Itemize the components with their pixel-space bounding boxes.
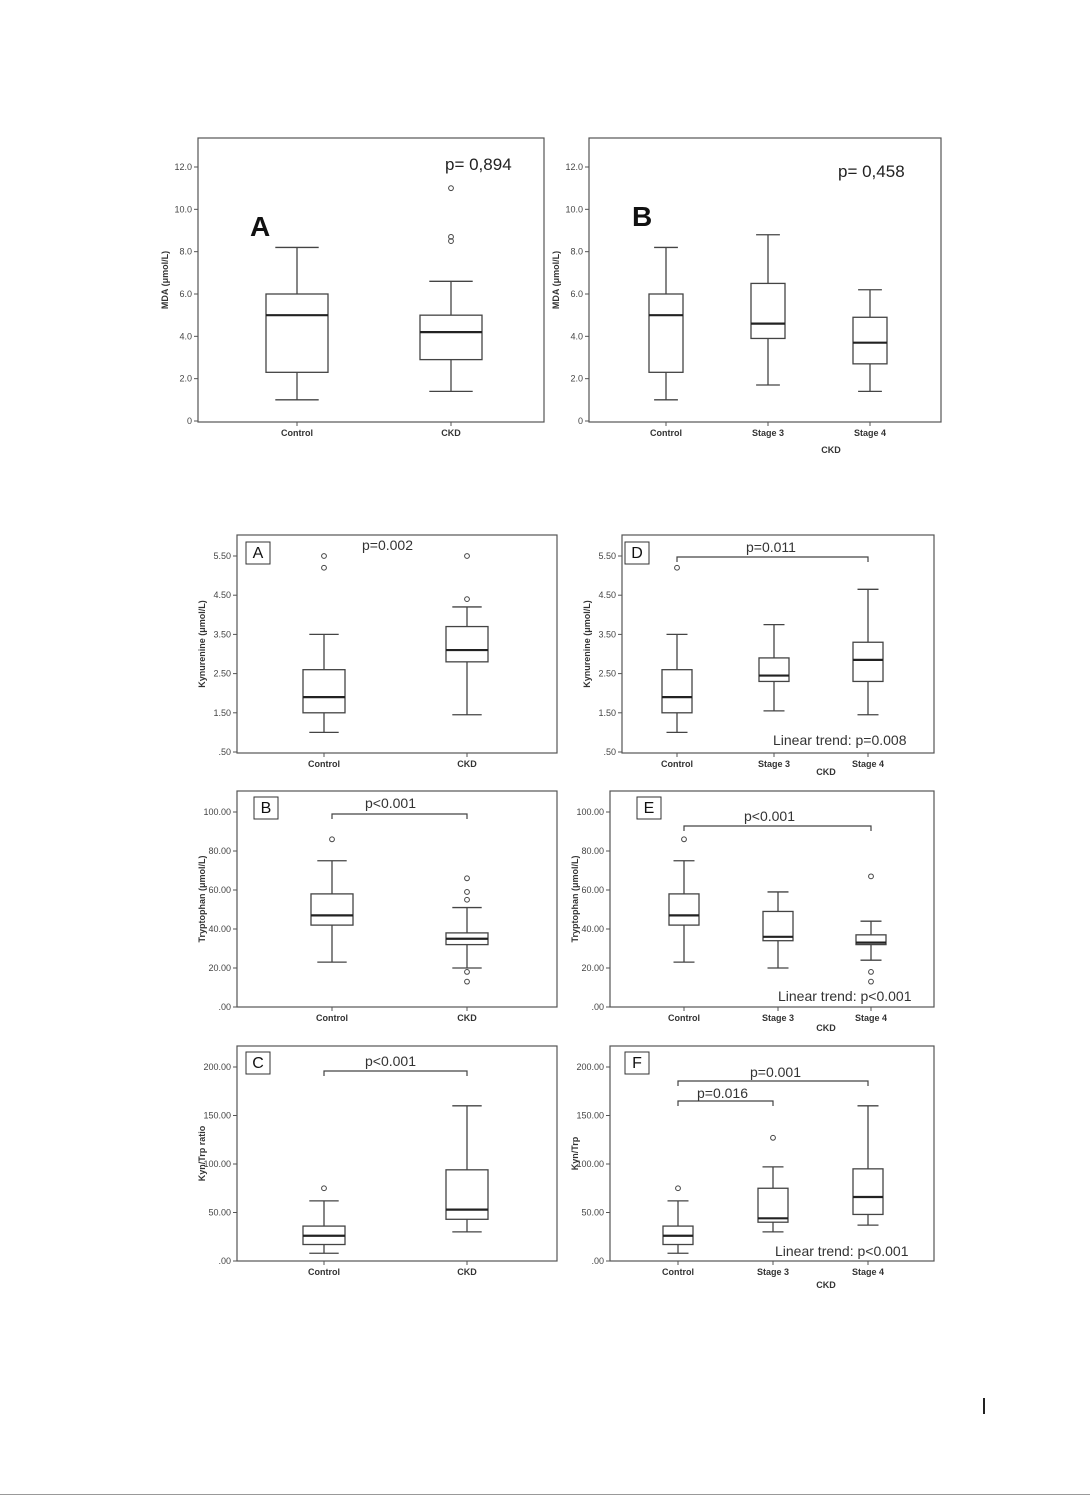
p-value-label: p<0.001 (365, 795, 416, 811)
outlier-point (771, 1135, 776, 1140)
y-axis-label: Tryptophan (μmol/L) (570, 855, 580, 943)
y-tick-label: 40.00 (581, 924, 604, 934)
x-category-label: Control (281, 428, 313, 438)
y-tick-label: 80.00 (208, 846, 231, 856)
y-tick-label: 5.50 (598, 551, 616, 561)
y-axis-label: MDA (μmol/L) (551, 250, 561, 310)
y-tick-label: 1.50 (213, 707, 231, 718)
significance-bracket (332, 814, 467, 819)
y-axis-label: Kyn/Trp (570, 1136, 580, 1171)
outlier-point (449, 186, 454, 191)
chart-top-A (160, 138, 544, 438)
y-tick-label: .00 (591, 1256, 604, 1266)
y-tick-label: .50 (218, 747, 231, 757)
chart-top-B (551, 138, 941, 455)
p-value-label: p<0.001 (744, 808, 795, 824)
box-iqr (758, 1188, 788, 1222)
chart-kt-C (197, 1046, 557, 1277)
x-category-label: Stage 4 (851, 759, 885, 769)
y-tick-label: 100.00 (203, 807, 231, 817)
y-tick-label: 5.50 (213, 551, 231, 561)
box-iqr (303, 670, 345, 713)
y-tick-label: 100.00 (203, 1159, 231, 1169)
box-iqr (759, 658, 789, 682)
p-value-label: p=0.011 (746, 539, 796, 555)
box-iqr (662, 670, 692, 713)
outlier-point (869, 970, 874, 975)
y-tick-label: 20.00 (208, 963, 231, 973)
y-tick-label: 40.00 (208, 924, 231, 934)
y-tick-label: 8.0 (179, 246, 192, 257)
outlier-point (465, 876, 470, 881)
significance-bracket (678, 1101, 773, 1106)
y-tick-label: 200.00 (203, 1062, 231, 1072)
x-category-label: Stage 3 (751, 428, 785, 438)
y-tick-label: 2.50 (213, 668, 231, 679)
x-category-label: Control (661, 759, 693, 769)
y-tick-label: 0 (186, 416, 192, 426)
y-axis-label: Tryptophan (μmol/L) (197, 855, 207, 943)
p-value-label: p=0.002 (362, 537, 413, 553)
y-axis-label: Kynurenine (μmol/L) (582, 600, 592, 688)
chart-kt-F (570, 1046, 934, 1290)
x-category-label: Stage 4 (853, 428, 887, 438)
outlier-point (322, 554, 327, 559)
outlier-point (465, 970, 470, 975)
y-tick-label: .00 (218, 1256, 231, 1266)
plot-frame (622, 535, 934, 753)
significance-bracket (677, 557, 868, 562)
y-tick-label: 50.00 (208, 1207, 231, 1218)
box-iqr (311, 894, 353, 925)
y-axis-label: Kynurenine (μmol/L) (197, 600, 207, 688)
y-tick-label: 3.50 (598, 629, 616, 640)
outlier-point (676, 1186, 681, 1191)
y-tick-label: 6.0 (570, 289, 583, 299)
plot-frame (237, 791, 557, 1007)
p-value-label: p<0.001 (365, 1053, 416, 1069)
x-category-label: CKD (457, 1013, 477, 1023)
x-category-label: Control (662, 1267, 694, 1277)
y-tick-label: 2.50 (598, 668, 616, 679)
y-tick-label: 10.0 (565, 204, 583, 215)
chart-trp-E (570, 791, 934, 1033)
page-bottom-rule (0, 1494, 1090, 1495)
p-value-label: p= 0,458 (838, 162, 905, 181)
y-tick-label: 100.00 (576, 807, 604, 817)
plot-frame (198, 138, 544, 422)
x-category-label: Control (316, 1013, 348, 1023)
x-category-label: CKD (457, 759, 477, 769)
y-tick-label: 100.00 (576, 1159, 604, 1169)
box-iqr (669, 894, 699, 925)
panel-letter: A (250, 211, 271, 242)
chart-kyn-D (582, 535, 934, 777)
chart-kyn-A (197, 535, 557, 769)
y-tick-label: .50 (603, 747, 616, 757)
panel-letter: A (252, 545, 264, 562)
x-category-label: Control (668, 1013, 700, 1023)
outlier-point (330, 837, 335, 842)
x-axis-label: CKD (816, 1280, 836, 1290)
y-tick-label: 2.0 (179, 373, 192, 384)
y-tick-label: 4.0 (179, 331, 192, 342)
page-margin-mark (983, 1398, 985, 1414)
outlier-point (465, 890, 470, 895)
y-tick-label: 3.50 (213, 629, 231, 640)
outlier-point (682, 837, 687, 842)
outlier-point (869, 979, 874, 984)
y-tick-label: 0 (577, 416, 583, 426)
outlier-point (465, 554, 470, 559)
y-tick-label: 10.0 (174, 204, 192, 215)
y-tick-label: 12.0 (174, 162, 192, 172)
x-category-label: Control (650, 428, 682, 438)
p-value-label: p= 0,894 (445, 155, 512, 174)
panel-letter: B (260, 800, 272, 817)
box-iqr (853, 642, 883, 681)
y-tick-label: 4.50 (598, 590, 616, 601)
y-tick-label: .00 (218, 1002, 231, 1012)
y-tick-label: 60.00 (581, 885, 604, 895)
plot-frame (237, 535, 557, 753)
outlier-point (465, 597, 470, 602)
x-category-label: Control (308, 759, 340, 769)
x-category-label: Stage 3 (756, 1267, 790, 1277)
box-iqr (649, 294, 683, 372)
outlier-point (675, 565, 680, 570)
y-tick-label: 6.0 (179, 289, 192, 299)
y-tick-label: 20.00 (581, 963, 604, 973)
outlier-point (465, 979, 470, 984)
y-tick-label: 60.00 (208, 885, 231, 895)
x-category-label: CKD (441, 428, 461, 438)
plot-frame (237, 1046, 557, 1261)
x-category-label: CKD (457, 1267, 477, 1277)
box-iqr (266, 294, 328, 372)
panel-letter: F (632, 1055, 642, 1072)
outlier-point (465, 897, 470, 902)
x-category-label: Stage 4 (854, 1013, 888, 1023)
y-tick-label: 200.00 (576, 1062, 604, 1072)
outlier-point (322, 1186, 327, 1191)
box-iqr (751, 283, 785, 338)
x-category-label: Stage 3 (761, 1013, 795, 1023)
significance-bracket (324, 1071, 467, 1076)
linear-trend-label: Linear trend: p<0.001 (778, 988, 912, 1004)
outlier-point (322, 565, 327, 570)
box-iqr (446, 627, 488, 662)
box-iqr (420, 315, 482, 359)
p-value-label: p=0.001 (750, 1064, 801, 1080)
y-tick-label: 50.00 (581, 1207, 604, 1218)
x-category-label: Control (308, 1267, 340, 1277)
y-axis-label: Kyn/Trp ratio (197, 1125, 207, 1182)
y-axis-label: MDA (μmol/L) (160, 250, 170, 310)
y-tick-label: 12.0 (565, 162, 583, 172)
y-tick-label: 150.00 (576, 1110, 604, 1121)
x-axis-label: CKD (821, 445, 841, 455)
box-iqr (446, 1170, 488, 1219)
panel-letter: B (632, 201, 653, 232)
y-tick-label: 4.0 (570, 331, 583, 342)
x-axis-label: CKD (816, 767, 836, 777)
panel-letter: E (643, 800, 655, 817)
significance-bracket (684, 826, 871, 831)
linear-trend-label: Linear trend: p=0.008 (773, 732, 907, 748)
y-tick-label: .00 (591, 1002, 604, 1012)
panel-letter: D (631, 545, 643, 562)
box-iqr (853, 317, 887, 364)
outlier-point (869, 874, 874, 879)
p-value-label: p=0.016 (697, 1085, 748, 1101)
y-tick-label: 150.00 (203, 1110, 231, 1121)
x-category-label: Stage 4 (851, 1267, 885, 1277)
y-tick-label: 8.0 (570, 246, 583, 257)
linear-trend-label: Linear trend: p<0.001 (775, 1243, 909, 1259)
x-axis-label: CKD (816, 1023, 836, 1033)
x-category-label: Stage 3 (757, 759, 791, 769)
panel-letter: C (252, 1055, 264, 1072)
box-iqr (853, 1169, 883, 1215)
chart-trp-B (197, 791, 557, 1023)
y-tick-label: 4.50 (213, 590, 231, 601)
y-tick-label: 1.50 (598, 707, 616, 718)
y-tick-label: 2.0 (570, 373, 583, 384)
y-tick-label: 80.00 (581, 846, 604, 856)
